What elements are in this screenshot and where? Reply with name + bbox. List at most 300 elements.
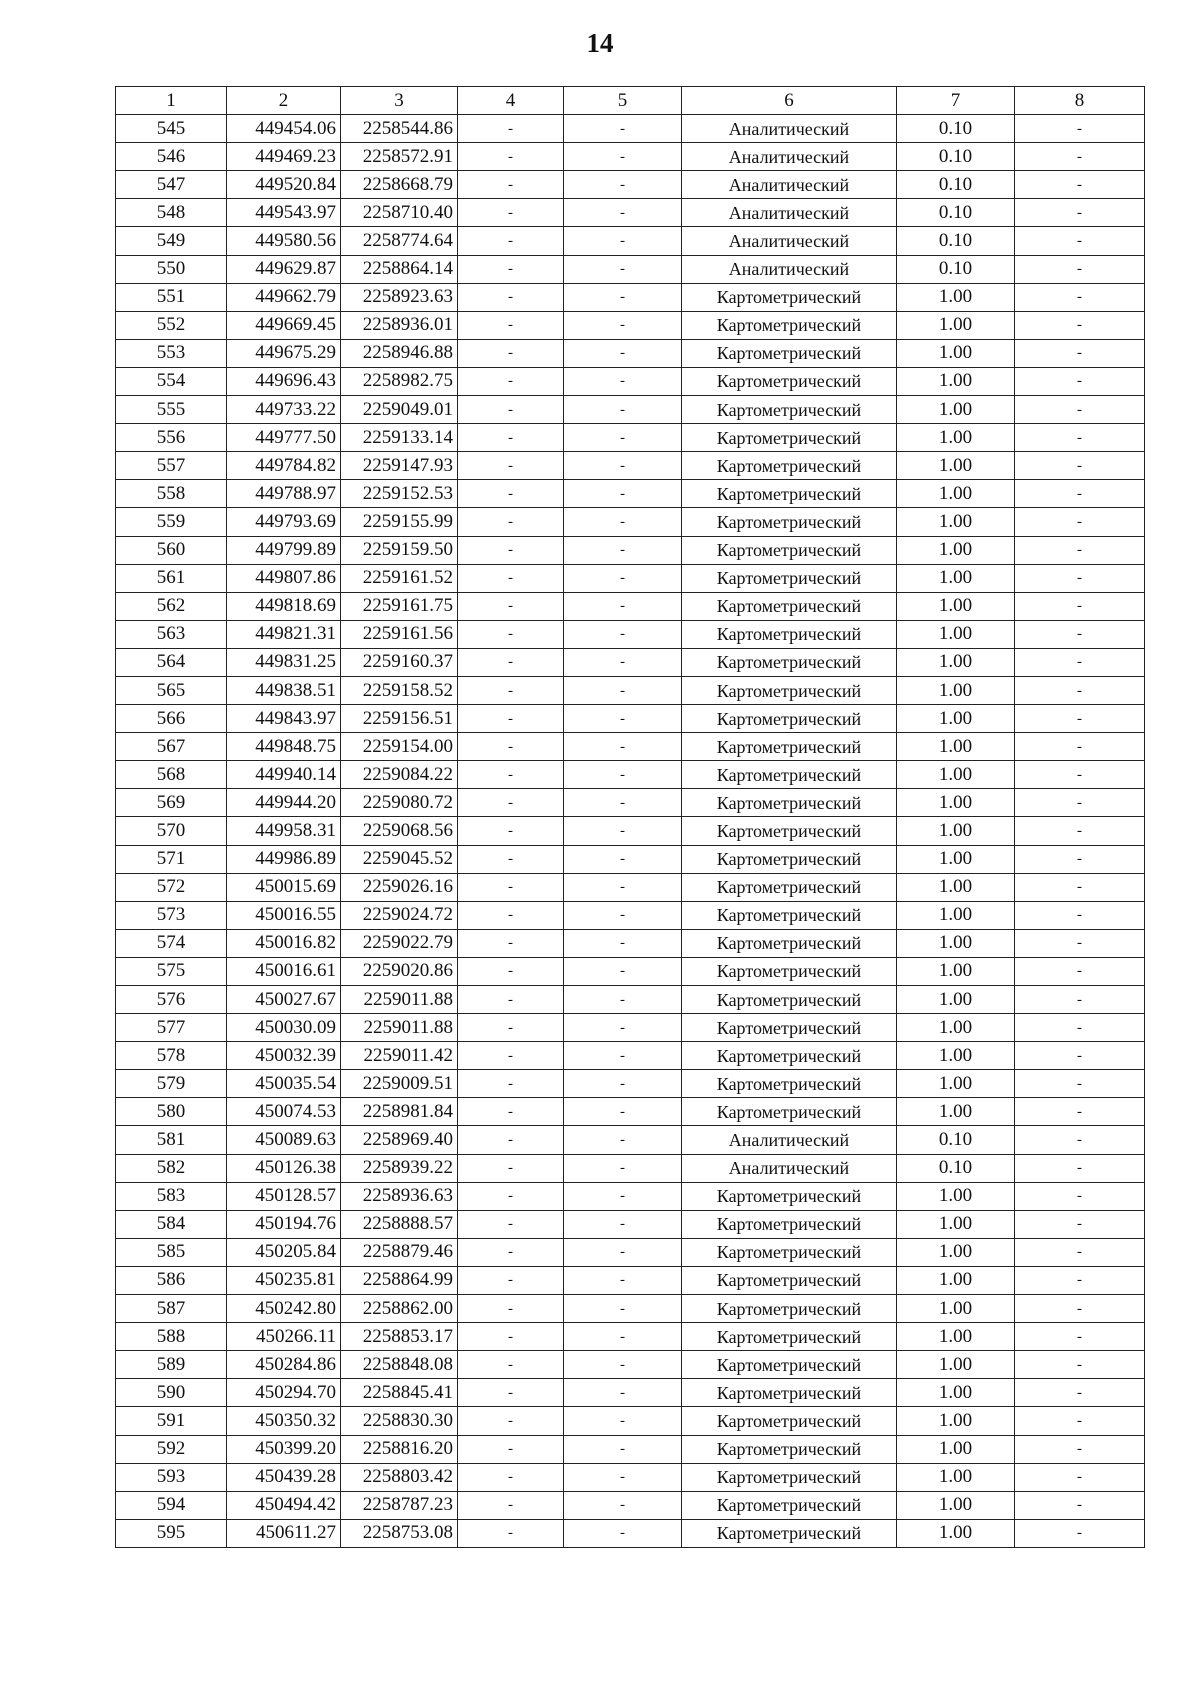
table-row: [116, 1210, 1145, 1238]
column-header: 4: [458, 87, 564, 115]
table-row: [116, 1042, 1145, 1070]
col5-value-cell: -: [564, 480, 682, 508]
table-row: [116, 536, 1145, 564]
col4-value-cell: -: [458, 452, 564, 480]
precision-cell: 0.10: [897, 1154, 1015, 1182]
coordinate-x-cell: 449958.31: [227, 817, 341, 845]
method-cell: Картометрический: [682, 339, 897, 367]
col8-value-cell: -: [1015, 676, 1145, 704]
point-number-cell: 577: [116, 1014, 227, 1042]
table-row: [116, 396, 1145, 424]
col5-value-cell: -: [564, 1435, 682, 1463]
column-header: 1: [116, 87, 227, 115]
method-cell: Картометрический: [682, 817, 897, 845]
coordinate-x-cell: 450350.32: [227, 1407, 341, 1435]
col4-value-cell: -: [458, 592, 564, 620]
coordinate-x-cell: 450294.70: [227, 1379, 341, 1407]
point-number-cell: 558: [116, 480, 227, 508]
col4-value-cell: -: [458, 508, 564, 536]
method-cell: Аналитический: [682, 171, 897, 199]
coordinate-y-cell: 2258774.64: [341, 227, 458, 255]
coordinate-y-cell: 2259152.53: [341, 480, 458, 508]
col4-value-cell: -: [458, 929, 564, 957]
point-number-cell: 588: [116, 1323, 227, 1351]
coordinate-y-cell: 2258710.40: [341, 199, 458, 227]
method-cell: Картометрический: [682, 367, 897, 395]
method-cell: Картометрический: [682, 1519, 897, 1547]
point-number-cell: 556: [116, 424, 227, 452]
precision-cell: 1.00: [897, 1435, 1015, 1463]
table-row: [116, 676, 1145, 704]
col8-value-cell: -: [1015, 592, 1145, 620]
col5-value-cell: -: [564, 1098, 682, 1126]
method-cell: Картометрический: [682, 508, 897, 536]
coordinate-x-cell: 450235.81: [227, 1266, 341, 1294]
col5-value-cell: -: [564, 1463, 682, 1491]
precision-cell: 1.00: [897, 1295, 1015, 1323]
col4-value-cell: -: [458, 1323, 564, 1351]
coordinate-y-cell: 2258572.91: [341, 143, 458, 171]
col4-value-cell: -: [458, 1126, 564, 1154]
table-row: [116, 199, 1145, 227]
col8-value-cell: -: [1015, 1210, 1145, 1238]
col4-value-cell: -: [458, 986, 564, 1014]
coordinate-x-cell: 450242.80: [227, 1295, 341, 1323]
coordinate-y-cell: 2258668.79: [341, 171, 458, 199]
coordinate-y-cell: 2259026.16: [341, 873, 458, 901]
precision-cell: 1.00: [897, 761, 1015, 789]
coordinate-x-cell: 450611.27: [227, 1519, 341, 1547]
table-row: [116, 480, 1145, 508]
coordinates-table: [115, 86, 1145, 1548]
col5-value-cell: -: [564, 1491, 682, 1519]
coordinate-y-cell: 2259020.86: [341, 957, 458, 985]
col4-value-cell: -: [458, 1042, 564, 1070]
precision-cell: 1.00: [897, 929, 1015, 957]
method-cell: Картометрический: [682, 1491, 897, 1519]
table-row: [116, 1182, 1145, 1210]
method-cell: Картометрический: [682, 480, 897, 508]
col4-value-cell: -: [458, 1491, 564, 1519]
precision-cell: 1.00: [897, 339, 1015, 367]
point-number-cell: 568: [116, 761, 227, 789]
precision-cell: 1.00: [897, 536, 1015, 564]
col4-value-cell: -: [458, 171, 564, 199]
col8-value-cell: -: [1015, 1042, 1145, 1070]
method-cell: Картометрический: [682, 676, 897, 704]
precision-cell: 1.00: [897, 705, 1015, 733]
coordinate-y-cell: 2258946.88: [341, 339, 458, 367]
point-number-cell: 570: [116, 817, 227, 845]
coordinate-x-cell: 449788.97: [227, 480, 341, 508]
col8-value-cell: -: [1015, 283, 1145, 311]
col8-value-cell: -: [1015, 620, 1145, 648]
point-number-cell: 583: [116, 1182, 227, 1210]
col5-value-cell: -: [564, 1154, 682, 1182]
coordinate-y-cell: 2258923.63: [341, 283, 458, 311]
method-cell: Картометрический: [682, 1070, 897, 1098]
coordinate-y-cell: 2259161.75: [341, 592, 458, 620]
method-cell: Аналитический: [682, 199, 897, 227]
precision-cell: 1.00: [897, 480, 1015, 508]
precision-cell: 1.00: [897, 1407, 1015, 1435]
col5-value-cell: -: [564, 536, 682, 564]
col8-value-cell: -: [1015, 1491, 1145, 1519]
coordinate-y-cell: 2258848.08: [341, 1351, 458, 1379]
point-number-cell: 554: [116, 367, 227, 395]
col4-value-cell: -: [458, 789, 564, 817]
table-row: [116, 227, 1145, 255]
precision-cell: 1.00: [897, 592, 1015, 620]
col5-value-cell: -: [564, 367, 682, 395]
coordinate-y-cell: 2259011.88: [341, 1014, 458, 1042]
method-cell: Картометрический: [682, 311, 897, 339]
table-row: [116, 143, 1145, 171]
coordinate-x-cell: 450016.82: [227, 929, 341, 957]
table-row: [116, 115, 1145, 143]
col4-value-cell: -: [458, 1519, 564, 1547]
precision-cell: 1.00: [897, 1519, 1015, 1547]
col4-value-cell: -: [458, 620, 564, 648]
coordinate-y-cell: 2259154.00: [341, 733, 458, 761]
page-number: 14: [586, 28, 614, 58]
coordinate-x-cell: 450030.09: [227, 1014, 341, 1042]
col4-value-cell: -: [458, 901, 564, 929]
coordinate-y-cell: 2259161.56: [341, 620, 458, 648]
table-row: [116, 986, 1145, 1014]
col5-value-cell: -: [564, 873, 682, 901]
col4-value-cell: -: [458, 873, 564, 901]
col8-value-cell: -: [1015, 873, 1145, 901]
col8-value-cell: -: [1015, 199, 1145, 227]
col5-value-cell: -: [564, 424, 682, 452]
table-row: [116, 845, 1145, 873]
col8-value-cell: -: [1015, 789, 1145, 817]
method-cell: Картометрический: [682, 424, 897, 452]
col5-value-cell: -: [564, 564, 682, 592]
table-row: [116, 1491, 1145, 1519]
col8-value-cell: -: [1015, 171, 1145, 199]
coordinate-x-cell: 450439.28: [227, 1463, 341, 1491]
method-cell: Картометрический: [682, 845, 897, 873]
coordinate-y-cell: 2258864.14: [341, 255, 458, 283]
coordinate-x-cell: 450089.63: [227, 1126, 341, 1154]
col4-value-cell: -: [458, 424, 564, 452]
coordinate-y-cell: 2258936.01: [341, 311, 458, 339]
col8-value-cell: -: [1015, 255, 1145, 283]
method-cell: Картометрический: [682, 592, 897, 620]
col8-value-cell: -: [1015, 901, 1145, 929]
col8-value-cell: -: [1015, 1407, 1145, 1435]
col4-value-cell: -: [458, 339, 564, 367]
method-cell: Картометрический: [682, 1379, 897, 1407]
coordinate-y-cell: 2259158.52: [341, 676, 458, 704]
table-row: [116, 648, 1145, 676]
col5-value-cell: -: [564, 1042, 682, 1070]
col4-value-cell: -: [458, 1463, 564, 1491]
precision-cell: 1.00: [897, 1463, 1015, 1491]
col4-value-cell: -: [458, 143, 564, 171]
coordinate-x-cell: 449838.51: [227, 676, 341, 704]
method-cell: Картометрический: [682, 1295, 897, 1323]
col5-value-cell: -: [564, 1407, 682, 1435]
coordinate-y-cell: 2258544.86: [341, 115, 458, 143]
col5-value-cell: -: [564, 1182, 682, 1210]
col4-value-cell: -: [458, 648, 564, 676]
table-row: [116, 1379, 1145, 1407]
col5-value-cell: -: [564, 171, 682, 199]
table-row: [116, 171, 1145, 199]
method-cell: Картометрический: [682, 536, 897, 564]
coordinate-x-cell: 450126.38: [227, 1154, 341, 1182]
col8-value-cell: -: [1015, 424, 1145, 452]
col5-value-cell: -: [564, 283, 682, 311]
coordinate-y-cell: 2258787.23: [341, 1491, 458, 1519]
precision-cell: 1.00: [897, 620, 1015, 648]
point-number-cell: 551: [116, 283, 227, 311]
table-row: [116, 705, 1145, 733]
method-cell: Картометрический: [682, 1351, 897, 1379]
col4-value-cell: -: [458, 705, 564, 733]
precision-cell: 1.00: [897, 283, 1015, 311]
col4-value-cell: -: [458, 817, 564, 845]
precision-cell: 1.00: [897, 367, 1015, 395]
coordinate-x-cell: 449986.89: [227, 845, 341, 873]
coordinate-x-cell: 450027.67: [227, 986, 341, 1014]
col8-value-cell: -: [1015, 648, 1145, 676]
table-row: [116, 817, 1145, 845]
col8-value-cell: -: [1015, 1098, 1145, 1126]
method-cell: Картометрический: [682, 705, 897, 733]
col5-value-cell: -: [564, 1266, 682, 1294]
point-number-cell: 559: [116, 508, 227, 536]
point-number-cell: 565: [116, 676, 227, 704]
point-number-cell: 563: [116, 620, 227, 648]
coordinate-x-cell: 450266.11: [227, 1323, 341, 1351]
coordinate-x-cell: 450074.53: [227, 1098, 341, 1126]
precision-cell: 1.00: [897, 1210, 1015, 1238]
point-number-cell: 572: [116, 873, 227, 901]
col8-value-cell: -: [1015, 1238, 1145, 1266]
precision-cell: 1.00: [897, 1238, 1015, 1266]
method-cell: Картометрический: [682, 283, 897, 311]
coordinate-x-cell: 449520.84: [227, 171, 341, 199]
point-number-cell: 552: [116, 311, 227, 339]
col5-value-cell: -: [564, 845, 682, 873]
col5-value-cell: -: [564, 733, 682, 761]
coordinate-y-cell: 2259024.72: [341, 901, 458, 929]
coordinate-y-cell: 2259011.88: [341, 986, 458, 1014]
col4-value-cell: -: [458, 115, 564, 143]
coordinate-y-cell: 2258981.84: [341, 1098, 458, 1126]
precision-cell: 1.00: [897, 424, 1015, 452]
point-number-cell: 549: [116, 227, 227, 255]
coordinate-y-cell: 2259156.51: [341, 705, 458, 733]
point-number-cell: 567: [116, 733, 227, 761]
point-number-cell: 573: [116, 901, 227, 929]
method-cell: Картометрический: [682, 901, 897, 929]
point-number-cell: 574: [116, 929, 227, 957]
coordinate-y-cell: 2258879.46: [341, 1238, 458, 1266]
col5-value-cell: -: [564, 1238, 682, 1266]
table-row: [116, 1435, 1145, 1463]
point-number-cell: 592: [116, 1435, 227, 1463]
method-cell: Аналитический: [682, 115, 897, 143]
col5-value-cell: -: [564, 1014, 682, 1042]
point-number-cell: 587: [116, 1295, 227, 1323]
table-row: [116, 1266, 1145, 1294]
table-row: [116, 1154, 1145, 1182]
point-number-cell: 569: [116, 789, 227, 817]
col4-value-cell: -: [458, 564, 564, 592]
point-number-cell: 575: [116, 957, 227, 985]
coordinate-x-cell: 449580.56: [227, 227, 341, 255]
column-header: 8: [1015, 87, 1145, 115]
method-cell: Картометрический: [682, 929, 897, 957]
col5-value-cell: -: [564, 620, 682, 648]
col4-value-cell: -: [458, 480, 564, 508]
col8-value-cell: -: [1015, 733, 1145, 761]
precision-cell: 1.00: [897, 648, 1015, 676]
col5-value-cell: -: [564, 115, 682, 143]
col8-value-cell: -: [1015, 1323, 1145, 1351]
table-row: [116, 592, 1145, 620]
point-number-cell: 555: [116, 396, 227, 424]
col8-value-cell: -: [1015, 705, 1145, 733]
precision-cell: 0.10: [897, 143, 1015, 171]
coordinate-x-cell: 449940.14: [227, 761, 341, 789]
point-number-cell: 593: [116, 1463, 227, 1491]
column-header: 6: [682, 87, 897, 115]
col8-value-cell: -: [1015, 1519, 1145, 1547]
point-number-cell: 584: [116, 1210, 227, 1238]
col5-value-cell: -: [564, 592, 682, 620]
precision-cell: 1.00: [897, 957, 1015, 985]
precision-cell: 0.10: [897, 115, 1015, 143]
col4-value-cell: -: [458, 845, 564, 873]
method-cell: Картометрический: [682, 761, 897, 789]
table-row: [116, 620, 1145, 648]
col4-value-cell: -: [458, 536, 564, 564]
coordinate-y-cell: 2259049.01: [341, 396, 458, 424]
col4-value-cell: -: [458, 1070, 564, 1098]
col4-value-cell: -: [458, 957, 564, 985]
coordinate-x-cell: 449669.45: [227, 311, 341, 339]
method-cell: Картометрический: [682, 620, 897, 648]
coordinate-x-cell: 449843.97: [227, 705, 341, 733]
col5-value-cell: -: [564, 1323, 682, 1351]
coordinate-y-cell: 2258864.99: [341, 1266, 458, 1294]
method-cell: Картометрический: [682, 1238, 897, 1266]
table-row: [116, 789, 1145, 817]
table-row: [116, 367, 1145, 395]
coordinate-x-cell: 450494.42: [227, 1491, 341, 1519]
col4-value-cell: -: [458, 676, 564, 704]
precision-cell: 1.00: [897, 1098, 1015, 1126]
table-row: [116, 1519, 1145, 1547]
col8-value-cell: -: [1015, 1295, 1145, 1323]
coordinate-y-cell: 2258862.00: [341, 1295, 458, 1323]
precision-cell: 1.00: [897, 1379, 1015, 1407]
coordinate-x-cell: 450016.55: [227, 901, 341, 929]
point-number-cell: 582: [116, 1154, 227, 1182]
coordinate-y-cell: 2259011.42: [341, 1042, 458, 1070]
col5-value-cell: -: [564, 199, 682, 227]
coordinate-x-cell: 450284.86: [227, 1351, 341, 1379]
table-row: [116, 508, 1145, 536]
coordinate-x-cell: 449831.25: [227, 648, 341, 676]
col4-value-cell: -: [458, 1407, 564, 1435]
coordinate-x-cell: 450035.54: [227, 1070, 341, 1098]
point-number-cell: 591: [116, 1407, 227, 1435]
coordinate-y-cell: 2258982.75: [341, 367, 458, 395]
col5-value-cell: -: [564, 901, 682, 929]
coordinate-x-cell: 450015.69: [227, 873, 341, 901]
col8-value-cell: -: [1015, 845, 1145, 873]
method-cell: Картометрический: [682, 648, 897, 676]
point-number-cell: 566: [116, 705, 227, 733]
col4-value-cell: -: [458, 1435, 564, 1463]
method-cell: Картометрический: [682, 733, 897, 761]
coordinate-y-cell: 2258753.08: [341, 1519, 458, 1547]
col8-value-cell: -: [1015, 564, 1145, 592]
method-cell: Картометрический: [682, 1463, 897, 1491]
col8-value-cell: -: [1015, 1182, 1145, 1210]
coordinate-x-cell: 449799.89: [227, 536, 341, 564]
coordinate-y-cell: 2259045.52: [341, 845, 458, 873]
col8-value-cell: -: [1015, 1070, 1145, 1098]
coordinate-y-cell: 2258803.42: [341, 1463, 458, 1491]
table-row: [116, 283, 1145, 311]
col8-value-cell: -: [1015, 1435, 1145, 1463]
method-cell: Картометрический: [682, 564, 897, 592]
coordinate-x-cell: 449807.86: [227, 564, 341, 592]
method-cell: Картометрический: [682, 957, 897, 985]
point-number-cell: 548: [116, 199, 227, 227]
precision-cell: 1.00: [897, 817, 1015, 845]
method-cell: Аналитический: [682, 227, 897, 255]
col8-value-cell: -: [1015, 143, 1145, 171]
coordinate-y-cell: 2259160.37: [341, 648, 458, 676]
col4-value-cell: -: [458, 1098, 564, 1126]
coordinate-x-cell: 450399.20: [227, 1435, 341, 1463]
col4-value-cell: -: [458, 227, 564, 255]
column-header: 5: [564, 87, 682, 115]
coordinate-y-cell: 2259147.93: [341, 452, 458, 480]
table-row: [116, 1407, 1145, 1435]
method-cell: Картометрический: [682, 986, 897, 1014]
col8-value-cell: -: [1015, 1266, 1145, 1294]
col5-value-cell: -: [564, 676, 682, 704]
col8-value-cell: -: [1015, 536, 1145, 564]
point-number-cell: 561: [116, 564, 227, 592]
point-number-cell: 585: [116, 1238, 227, 1266]
col5-value-cell: -: [564, 143, 682, 171]
coordinate-x-cell: 449454.06: [227, 115, 341, 143]
col8-value-cell: -: [1015, 957, 1145, 985]
coordinate-x-cell: 450128.57: [227, 1182, 341, 1210]
col5-value-cell: -: [564, 648, 682, 676]
col8-value-cell: -: [1015, 1379, 1145, 1407]
coordinate-x-cell: 449469.23: [227, 143, 341, 171]
col5-value-cell: -: [564, 957, 682, 985]
precision-cell: 1.00: [897, 873, 1015, 901]
precision-cell: 0.10: [897, 199, 1015, 227]
method-cell: Картометрический: [682, 1014, 897, 1042]
col4-value-cell: -: [458, 199, 564, 227]
col8-value-cell: -: [1015, 817, 1145, 845]
method-cell: Картометрический: [682, 873, 897, 901]
